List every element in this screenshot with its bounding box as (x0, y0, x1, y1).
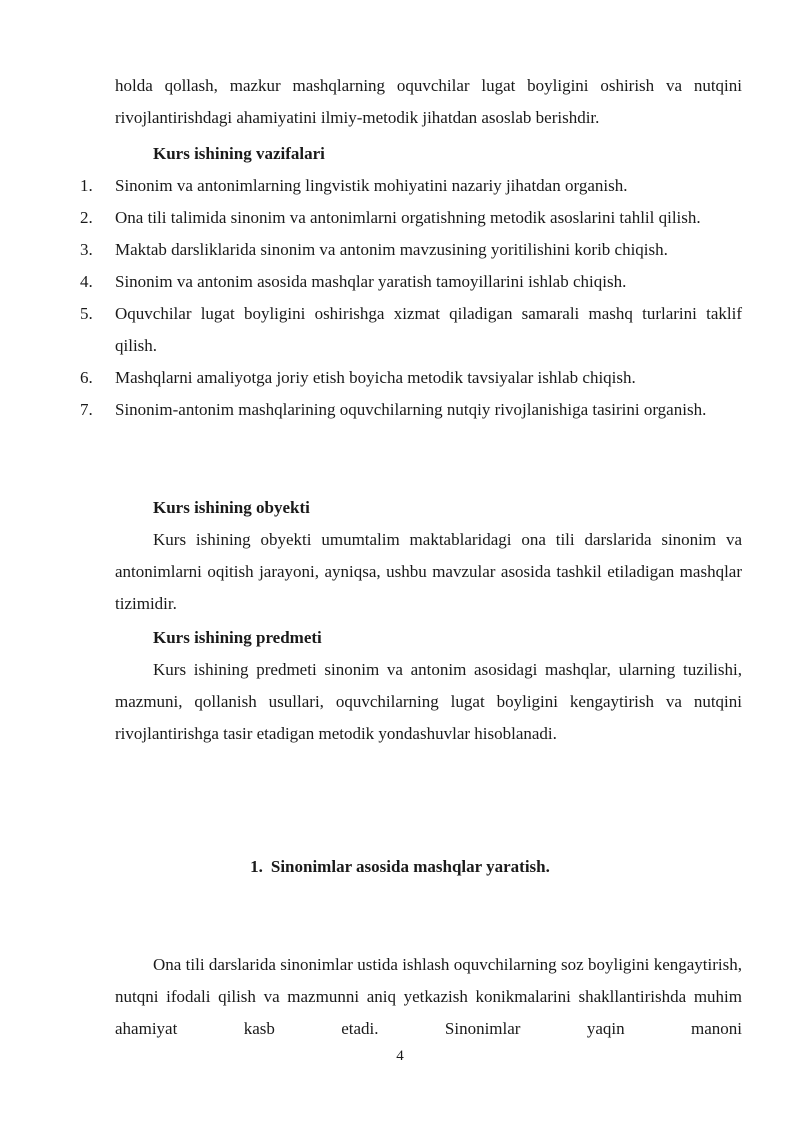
object-paragraph: Kurs ishining obyekti umumtalim maktablaridagi ona tili darslarida sinonim va antonimlarni oqitish jarayoni, ayniqsa, ushbu mavzular asosida tashkil etiladigan mashqlar tizimidir. (115, 530, 742, 613)
list-item (80, 298, 742, 362)
list-item-number: 5. (80, 304, 93, 323)
list-item (80, 234, 742, 266)
list-item-number: 1. (80, 176, 93, 195)
subject-heading: Kurs ishining predmeti (153, 628, 322, 647)
list-item-number: 6. (80, 368, 93, 387)
list-item-number: 3. (80, 240, 93, 259)
list-item (80, 362, 742, 394)
page-number: 4 (396, 1048, 404, 1064)
list-item-text: Sinonim va antonim asosida mashqlar yaratish tamoyillarini ishlab chiqish. (115, 272, 627, 291)
section-number: 1. (250, 857, 263, 876)
list-item-text: Oquvchilar lugat boyligini oshirishga xizmat qiladigan samarali mashq turlarini taklif qilish. (115, 304, 742, 355)
section-title-text: Sinonimlar asosida mashqlar yaratish. (270, 857, 550, 876)
tasks-list (80, 170, 742, 426)
list-item-number: 7. (80, 400, 93, 419)
list-item (80, 202, 742, 234)
list-item (80, 394, 742, 426)
object-heading: Kurs ishining obyekti (153, 498, 310, 517)
list-item (80, 170, 742, 202)
section-title (0, 851, 800, 883)
subject-paragraph: Kurs ishining predmeti sinonim va antonim asosidagi mashqlar, ularning tuzilishi, mazmuni, qollanish usullari, oquvchilarning lugat boyligini kengaytirish va nutqini rivojlantirishga tasir etadigan metodik yondashuvlar hisoblanadi. (115, 660, 742, 743)
list-item-text: Sinonim va antonimlarning lingvistik mohiyatini nazariy jihatdan organish. (115, 176, 628, 195)
section-paragraph: Ona tili darslarida sinonimlar ustida ishlash oquvchilarning soz boyligini kengaytirish, nutqni ifodali qilish va mazmunni aniq yetkazish konikmalarini shakllantirishda muhim ahamiyat kasb etadi. Sinonimlar yaqin manoni (115, 955, 742, 1038)
list-item-text: Ona tili talimida sinonim va antonimlarni orgatishning metodik asoslarini tahlil qilish. (115, 208, 701, 227)
list-item (80, 266, 742, 298)
list-item-number: 4. (80, 272, 93, 291)
intro-paragraph: holda qollash, mazkur mashqlarning oquvchilar lugat boyligini oshirish va nutqini rivojlantirishdagi ahamiyatini ilmiy-metodik jihatdan asoslab berishdir. (115, 76, 742, 127)
tasks-heading: Kurs ishining vazifalari (153, 144, 325, 163)
list-item-text: Maktab darsliklarida sinonim va antonim mavzusining yoritilishini korib chiqish. (115, 240, 668, 259)
list-item-text: Sinonim-antonim mashqlarining oquvchilarning nutqiy rivojlanishiga tasirini organish. (115, 400, 707, 419)
list-item-number: 2. (80, 208, 93, 227)
list-item-text: Mashqlarni amaliyotga joriy etish boyicha metodik tavsiyalar ishlab chiqish. (115, 368, 636, 387)
